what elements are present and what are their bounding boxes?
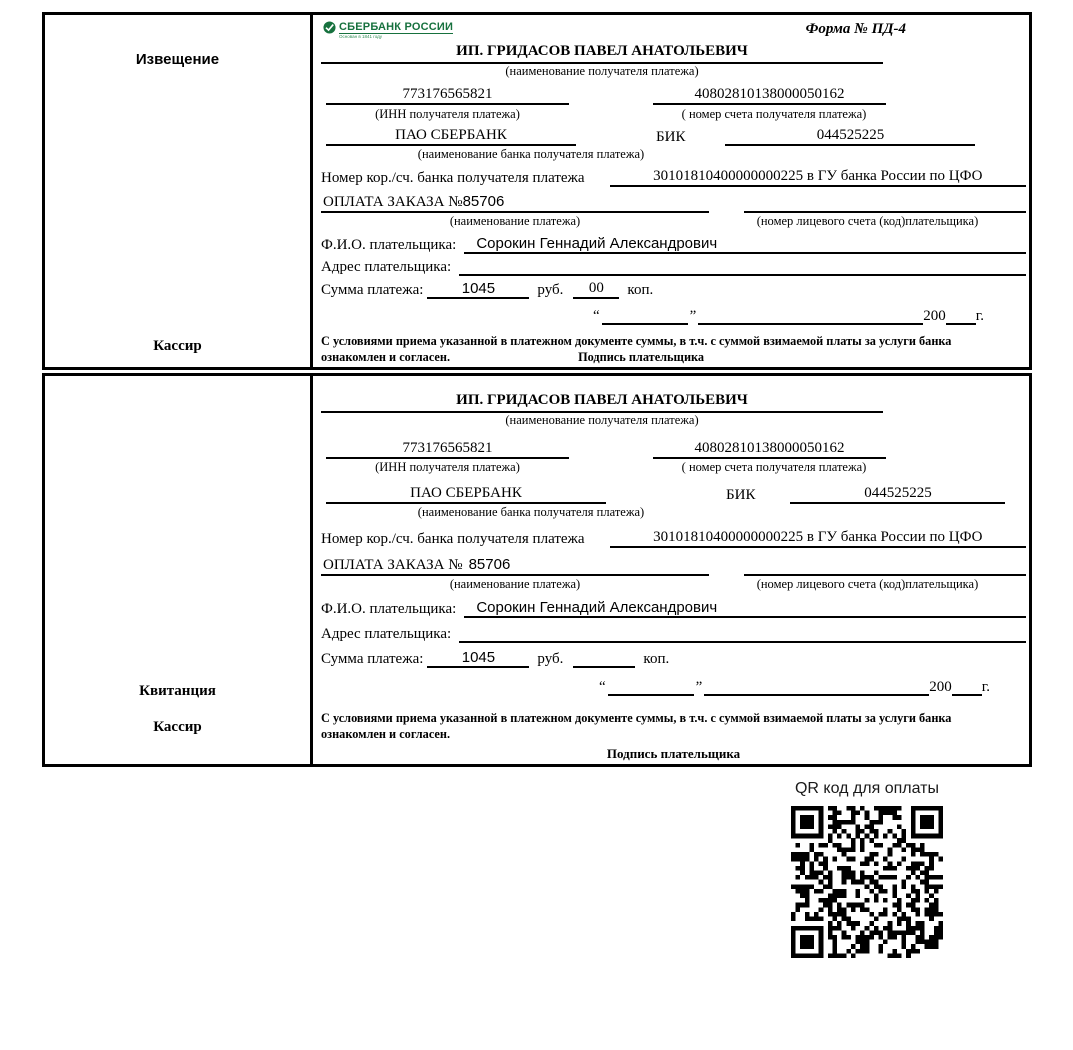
- izveshchenie-form-body: [313, 15, 1036, 367]
- open-quote: “: [592, 307, 600, 324]
- sberbank-logo-icon: [323, 21, 336, 34]
- agreement-line2-row: [321, 349, 1026, 365]
- order-number: 85706: [462, 192, 505, 210]
- purpose-value: [321, 556, 709, 576]
- date-year-suffix: г.: [975, 307, 984, 324]
- kop-label: коп.: [643, 651, 670, 668]
- kvitanciya-form-body: [313, 376, 1036, 764]
- inn-account-labels: [321, 106, 1026, 121]
- date-year-prefix: 200: [929, 679, 952, 695]
- kvitanciya-section: [42, 373, 1032, 767]
- recipient-name: ИП. ГРИДАСОВ ПАВЕЛ АНАТОЛЬЕВИЧ: [321, 392, 883, 413]
- purpose-labels-row: [321, 214, 1026, 229]
- korr-account-row: [321, 528, 1026, 548]
- recipient-name: ИП. ГРИДАСОВ ПАВЕЛ АНАТОЛЬЕВИЧ: [321, 43, 883, 64]
- kop-value: 00: [573, 280, 619, 299]
- bik-label: БИК: [726, 487, 756, 504]
- payer-fio-row: [321, 598, 1026, 618]
- payer-address-blank: [459, 641, 1026, 643]
- bik-label: БИК: [656, 128, 686, 145]
- korr-label: Номер кор./сч. банка получателя платежа: [321, 531, 585, 548]
- personal-account-blank: [744, 211, 1026, 213]
- korr-account-row: [321, 166, 1026, 187]
- izveshchenie-left-column: [45, 15, 313, 367]
- personal-account-label: (номер лицевого счета (код)плательщика): [756, 577, 979, 592]
- sum-value: 1045: [427, 649, 529, 668]
- agreement-line1: С условиями приема указанной в платежном документе суммы, в т.ч. с суммой взимаемой платы за услуги банка: [321, 711, 952, 725]
- agreement-line2-row: [321, 726, 1026, 742]
- bik-value: 044525225: [725, 127, 975, 146]
- payer-address-label: Адрес плательщика:: [321, 626, 452, 643]
- account-label: ( номер счета получателя платежа): [681, 460, 867, 475]
- account-label: ( номер счета получателя платежа): [681, 106, 867, 121]
- bank-bik-row: [321, 485, 1026, 504]
- date-year-prefix: 200: [923, 307, 946, 324]
- payer-address-row: [321, 623, 1026, 643]
- kvitanciya-left-column: [45, 376, 313, 764]
- form-number: Форма № ПД-4: [805, 21, 906, 37]
- inn-account-labels: [321, 460, 1026, 475]
- recipient-name-label: (наименование получателя платежа): [505, 413, 699, 427]
- sum-value: 1045: [427, 280, 529, 299]
- kassir-label: Кассир: [153, 719, 202, 735]
- date-row: [321, 674, 990, 696]
- bank-name-value: ПАО СБЕРБАНК: [326, 485, 606, 504]
- pd4-form: [42, 12, 1032, 767]
- bank-bik-row: [321, 127, 1026, 146]
- purpose-labels-row: [321, 577, 1026, 592]
- sum-row: [321, 648, 1026, 668]
- kop-label: коп.: [627, 281, 654, 298]
- payer-fio-label: Ф.И.О. плательщика:: [321, 601, 457, 618]
- sberbank-logo: [323, 21, 453, 39]
- date-month-blank: [704, 694, 929, 696]
- inn-label: (ИНН получателя платежа): [375, 106, 520, 121]
- payer-fio-value: Сорокин Геннадий Александрович: [464, 235, 1026, 254]
- korr-value: 30101810400000000225 в ГУ банка России по ЦФО: [610, 529, 1026, 548]
- date-year-suffix: г.: [981, 679, 990, 695]
- sum-label: Сумма платежа:: [321, 281, 424, 298]
- inn-label: (ИНН получателя платежа): [375, 460, 520, 475]
- kop-blank: [573, 666, 635, 668]
- agreement-line2: ознакомлен и согласен.: [321, 349, 451, 364]
- inn-value: 773176565821: [326, 440, 569, 459]
- date-year-blank: [946, 323, 976, 325]
- signature-label: Подпись плательщика: [606, 746, 741, 761]
- payer-fio-value: Сорокин Геннадий Александрович: [464, 599, 1026, 618]
- purpose-prefix: ОПЛАТА ЗАКАЗА №: [323, 193, 463, 210]
- purpose-value: [321, 193, 709, 213]
- date-year-blank: [952, 694, 982, 696]
- open-quote: “: [598, 679, 606, 695]
- signature-label: Подпись плательщика: [578, 349, 705, 364]
- rub-label: руб.: [537, 651, 564, 668]
- kvitanciya-label: Квитанция: [139, 683, 216, 699]
- inn-account-row: [321, 86, 1026, 105]
- izveshchenie-section: [42, 12, 1032, 370]
- date-month-blank: [698, 323, 923, 325]
- order-number: 85706: [468, 556, 511, 574]
- qr-code: [791, 806, 943, 958]
- payer-fio-row: [321, 233, 1026, 254]
- bank-name-label: (наименование банка получателя платежа): [417, 505, 645, 520]
- purpose-label: (наименование платежа): [449, 577, 581, 592]
- bank-name-value: ПАО СБЕРБАНК: [326, 127, 576, 146]
- sberbank-logo-text: [339, 21, 453, 39]
- agreement-line2: ознакомлен и согласен.: [321, 727, 451, 741]
- purpose-row: [321, 193, 1026, 213]
- korr-label: Номер кор./сч. банка получателя платежа: [321, 169, 585, 186]
- korr-value: 30101810400000000225 в ГУ банка России по ЦФО: [610, 168, 1026, 187]
- sum-label: Сумма платежа:: [321, 651, 424, 668]
- purpose-label: (наименование платежа): [449, 214, 581, 229]
- kassir-label: Кассир: [153, 338, 202, 354]
- sberbank-tagline: Основан в 1841 году: [339, 34, 383, 39]
- payer-fio-label: Ф.И.О. плательщика:: [321, 236, 457, 253]
- date-row: [321, 303, 984, 325]
- purpose-prefix: ОПЛАТА ЗАКАЗА №: [323, 557, 463, 574]
- purpose-row: [321, 556, 1026, 576]
- inn-value: 773176565821: [326, 86, 569, 105]
- payer-address-label: Адрес плательщика:: [321, 259, 452, 276]
- bik-value: 044525225: [790, 485, 1005, 504]
- sum-row: [321, 278, 1026, 299]
- account-value: 40802810138000050162: [653, 440, 886, 459]
- date-day-blank: [608, 694, 694, 696]
- rub-label: руб.: [537, 281, 564, 298]
- payer-address-row: [321, 256, 1026, 277]
- account-value: 40802810138000050162: [653, 86, 886, 105]
- personal-account-blank: [744, 574, 1026, 576]
- close-quote: ”: [689, 307, 697, 324]
- payer-address-blank: [459, 274, 1026, 276]
- qr-caption: QR код для оплаты: [794, 780, 939, 797]
- bank-name-label: (наименование банка получателя платежа): [417, 146, 645, 161]
- form-header: [321, 21, 1026, 43]
- izveshchenie-label: Извещение: [135, 51, 220, 68]
- date-day-blank: [602, 323, 688, 325]
- sberbank-brand-name: СБЕРБАНК РОССИИ: [339, 21, 454, 33]
- agreement-line1: С условиями приема указанной в платежном документе суммы, в т.ч. с суммой взимаемой платы за услуги банка: [321, 333, 952, 348]
- close-quote: ”: [695, 679, 703, 695]
- inn-account-row: [321, 440, 1026, 459]
- personal-account-label: (номер лицевого счета (код)плательщика): [756, 214, 979, 229]
- qr-payment-block: [752, 780, 982, 963]
- recipient-name-label: (наименование получателя платежа): [505, 64, 699, 79]
